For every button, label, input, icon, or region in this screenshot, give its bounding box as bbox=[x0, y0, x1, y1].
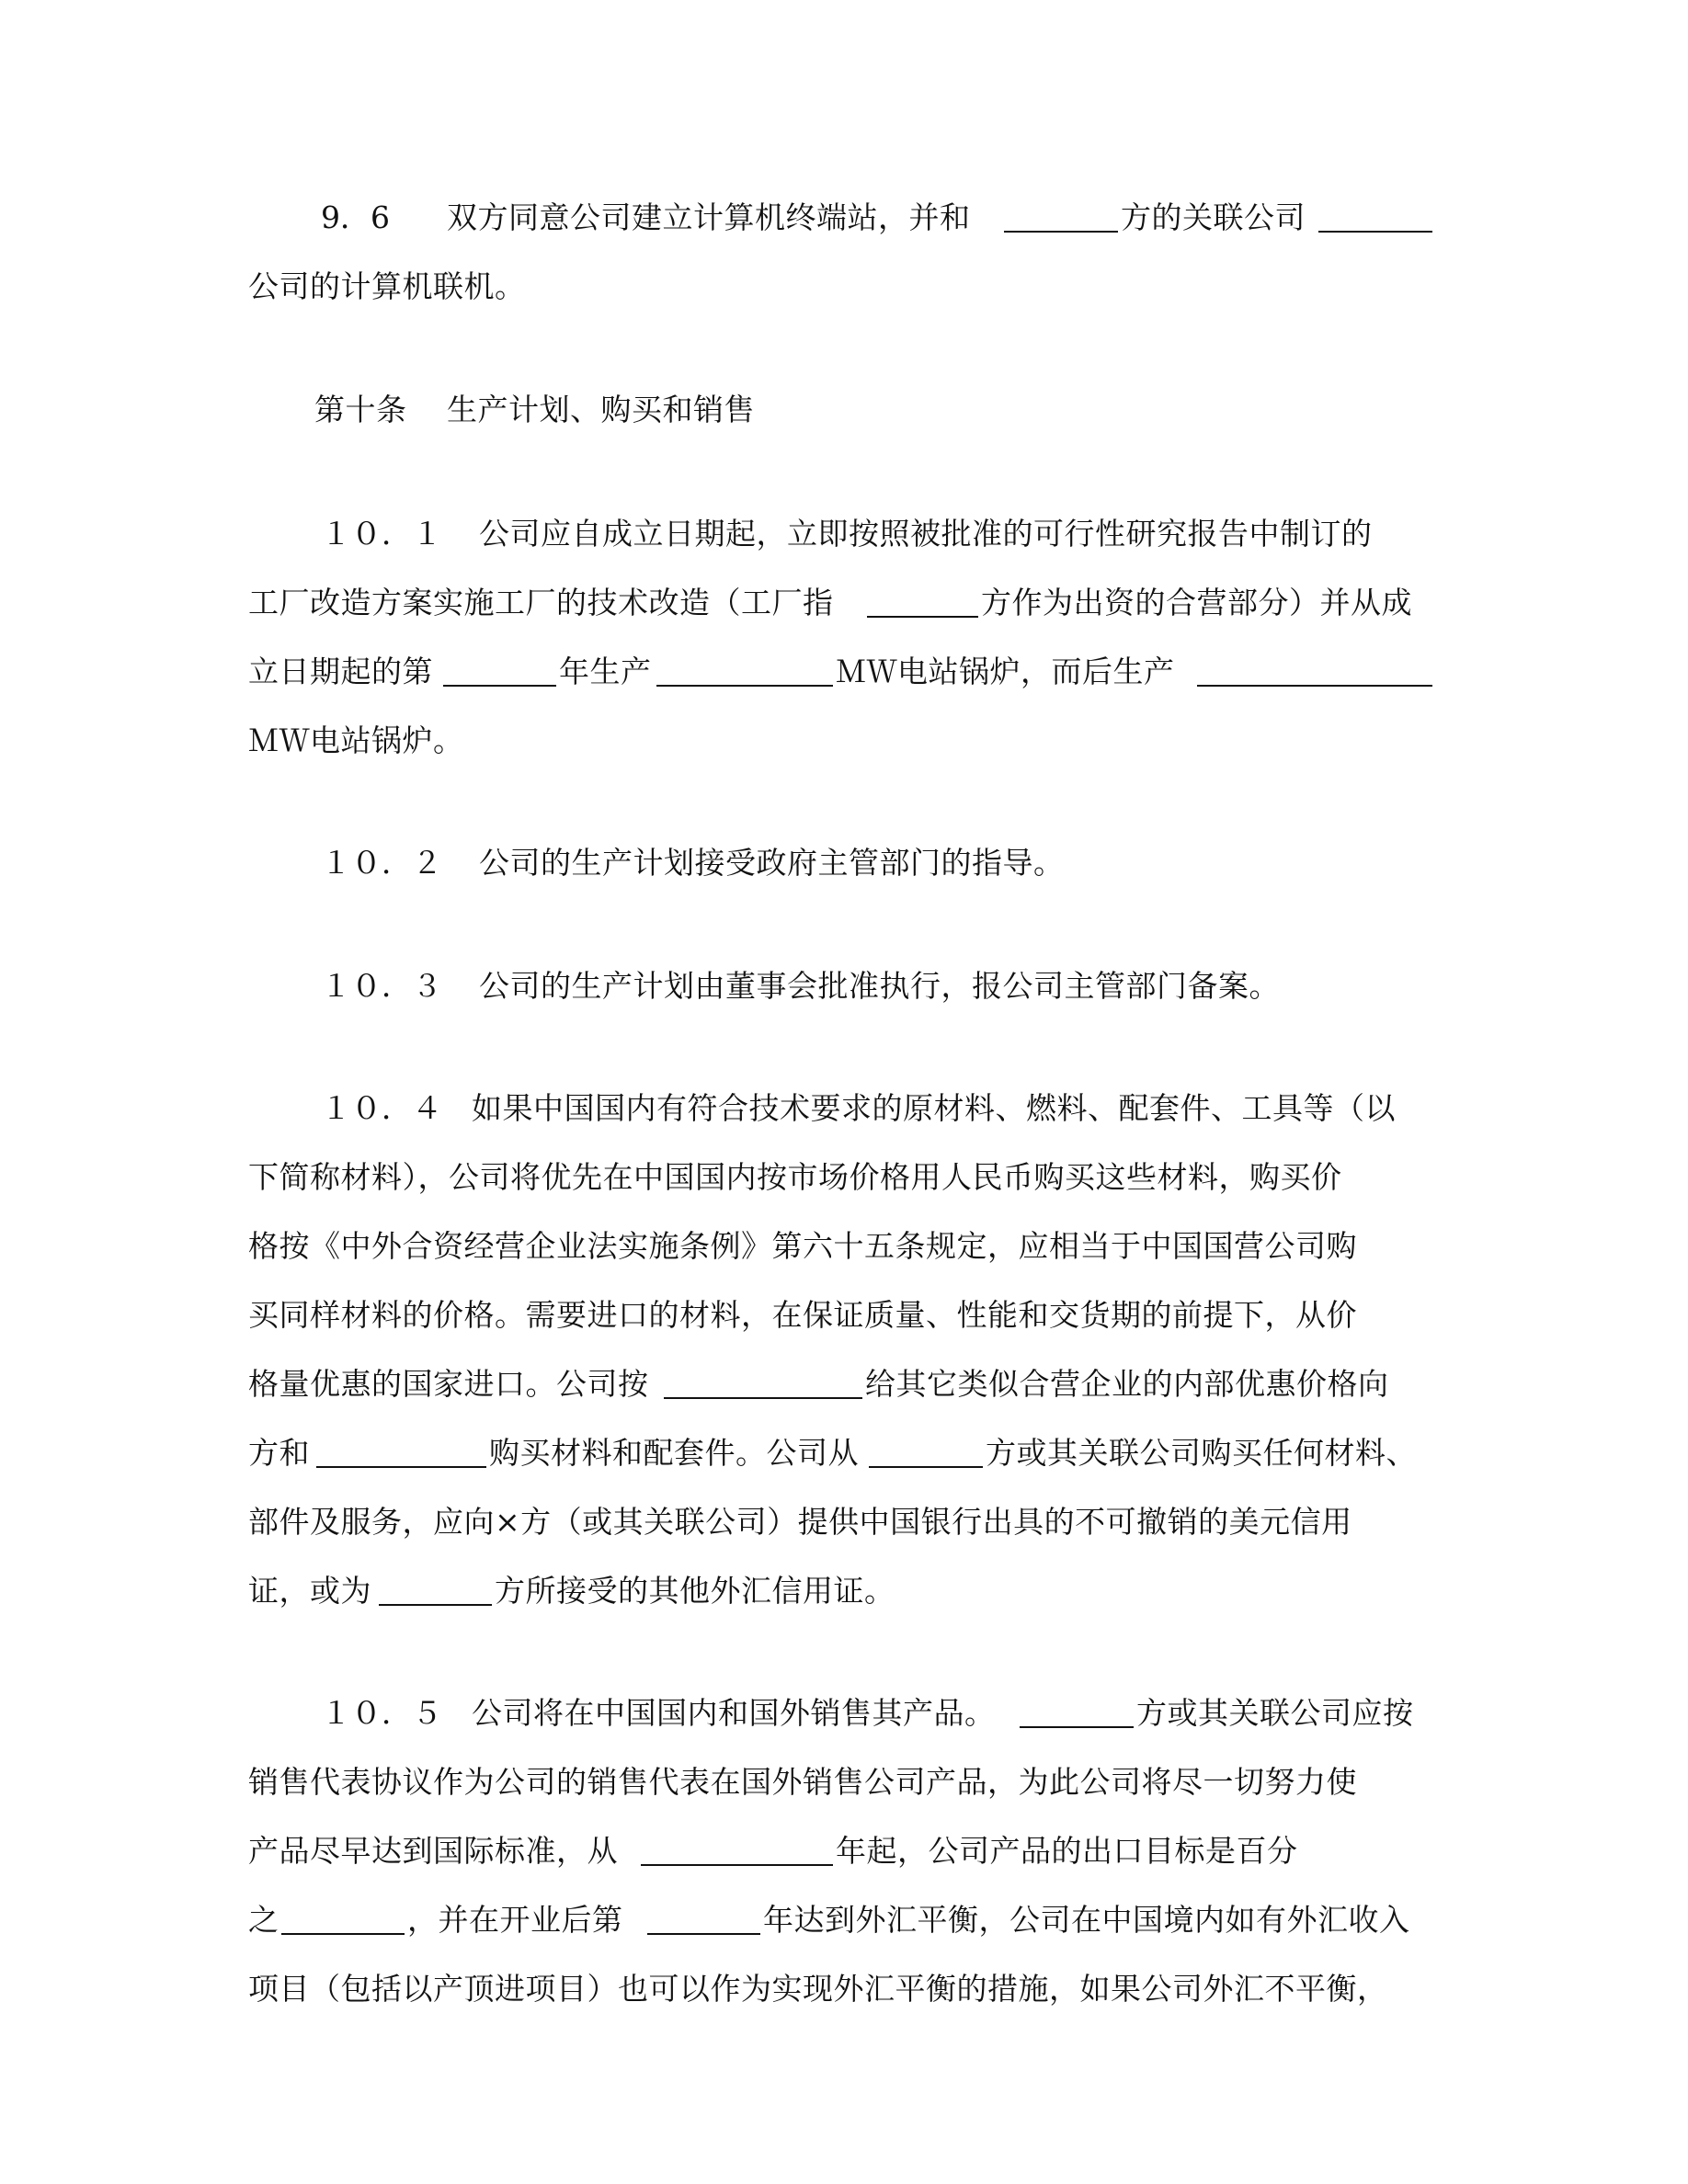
blank-field bbox=[869, 1433, 983, 1468]
para-9-6-text-b: 方的关联公司 bbox=[1121, 199, 1306, 235]
para-9-6-number: 9．6 bbox=[321, 199, 390, 235]
para-10-4-text-6b: 购买材料和配套件。公司从 bbox=[489, 1435, 859, 1471]
para-10-4-text-3: 格按《中外合资经营企业法实施条例》第六十五条规定，应相当于中国国营公司购 bbox=[248, 1228, 1357, 1264]
blank-field bbox=[656, 652, 833, 687]
para-10-4-text-7: 部件及服务，应向×方（或其关联公司）提供中国银行出具的不可撤销的美元信用 bbox=[248, 1504, 1352, 1540]
para-10-1-line-1 bbox=[0, 508, 1688, 560]
para-10-4-text-6a: 方和 bbox=[248, 1435, 310, 1471]
para-10-4-line-3 bbox=[0, 1221, 1688, 1272]
blank-field bbox=[1004, 198, 1118, 233]
para-10-5-text-3b: 年起，公司产品的出口目标是百分 bbox=[836, 1833, 1298, 1869]
para-9-6-line-1 bbox=[0, 192, 1688, 244]
para-10-5-text-4a: 之 bbox=[248, 1902, 279, 1938]
para-10-4-text-2: 下简称材料），公司将优先在中国国内按市场价格用人民币购买这些材料，购买价 bbox=[248, 1159, 1342, 1195]
blank-field bbox=[281, 1900, 405, 1935]
para-10-5-line-4 bbox=[0, 1894, 1688, 1946]
blank-field bbox=[1020, 1693, 1134, 1728]
article-10-heading bbox=[0, 384, 1688, 436]
para-10-1-text-4: ＭＷ电站锅炉。 bbox=[248, 722, 464, 758]
para-10-4-text-6c: 方或其关联公司购买任何材料、 bbox=[986, 1435, 1417, 1471]
para-10-4-line-5 bbox=[0, 1359, 1688, 1410]
para-10-4-line-6 bbox=[0, 1428, 1688, 1479]
para-10-1-text-3c: ＭＷ电站锅炉，而后生产 bbox=[836, 654, 1175, 689]
para-9-6-line-2 bbox=[0, 261, 1688, 313]
para-10-5-text-4c: 年达到外汇平衡，公司在中国境内如有外汇收入 bbox=[763, 1902, 1410, 1938]
blank-field bbox=[647, 1900, 760, 1935]
para-10-1-text-1: 公司应自成立日期起，立即按照被批准的可行性研究报告中制订的 bbox=[479, 516, 1373, 552]
article-10-label: 第十条 bbox=[314, 392, 407, 427]
para-10-5-text-2: 销售代表协议作为公司的销售代表在国外销售公司产品，为此公司将尽一切努力使 bbox=[248, 1764, 1357, 1800]
para-10-1-number: １０．１ bbox=[321, 516, 442, 552]
para-10-2-text: 公司的生产计划接受政府主管部门的指导。 bbox=[479, 845, 1065, 881]
para-10-2-number: １０．２ bbox=[321, 845, 442, 881]
para-9-6-text-a: 双方同意公司建立计算机终端站，并和 bbox=[447, 199, 971, 235]
blank-field bbox=[443, 652, 556, 687]
para-10-5-text-3a: 产品尽早达到国际标准，从 bbox=[248, 1833, 618, 1869]
para-10-5-line-5 bbox=[0, 1963, 1688, 2015]
para-10-4-line-4 bbox=[0, 1290, 1688, 1341]
para-10-4-line-2 bbox=[0, 1152, 1688, 1203]
para-10-1-text-3b: 年生产 bbox=[559, 654, 652, 689]
article-10-title: 生产计划、购买和销售 bbox=[447, 392, 755, 427]
blank-field bbox=[1197, 652, 1432, 687]
para-10-5-line-1 bbox=[0, 1688, 1688, 1739]
para-10-5-text-1b: 方或其关联公司应按 bbox=[1136, 1695, 1414, 1731]
para-10-5-text-5: 项目（包括以产顶进项目）也可以作为实现外汇平衡的措施，如果公司外汇不平衡， bbox=[248, 1971, 1388, 2007]
para-10-5-line-2 bbox=[0, 1757, 1688, 1808]
para-10-5-text-1a: 公司将在中国国内和国外销售其产品。 bbox=[472, 1695, 996, 1731]
para-10-4-text-5a: 格量优惠的国家进口。公司按 bbox=[248, 1366, 649, 1402]
para-10-4-text-4: 买同样材料的价格。需要进口的材料，在保证质量、性能和交货期的前提下，从价 bbox=[248, 1297, 1357, 1333]
para-10-1-text-2a: 工厂改造方案实施工厂的技术改造（工厂指 bbox=[248, 585, 834, 620]
para-10-1-line-3 bbox=[0, 646, 1688, 698]
para-10-5-line-3 bbox=[0, 1826, 1688, 1877]
blank-field bbox=[641, 1831, 833, 1866]
para-10-1-text-3a: 立日期起的第 bbox=[248, 654, 433, 689]
blank-field bbox=[379, 1571, 492, 1606]
para-10-4-text-1: 如果中国国内有符合技术要求的原材料、燃料、配套件、工具等（以 bbox=[472, 1090, 1396, 1126]
para-10-4-text-8a: 证，或为 bbox=[248, 1573, 371, 1609]
para-10-4-line-1 bbox=[0, 1083, 1688, 1134]
para-10-4-number: １０．４ bbox=[321, 1090, 442, 1126]
para-10-2 bbox=[0, 837, 1688, 889]
para-10-1-line-4 bbox=[0, 715, 1688, 767]
para-10-1-text-2b: 方作为出资的合营部分）并从成 bbox=[981, 585, 1412, 620]
para-10-3 bbox=[0, 961, 1688, 1012]
para-10-3-number: １０．３ bbox=[321, 968, 442, 1004]
blank-field bbox=[664, 1364, 862, 1399]
para-10-3-text: 公司的生产计划由董事会批准执行，报公司主管部门备案。 bbox=[479, 968, 1280, 1004]
blank-field bbox=[316, 1433, 486, 1468]
para-10-4-text-8b: 方所接受的其他外汇信用证。 bbox=[495, 1573, 895, 1609]
para-10-4-line-8 bbox=[0, 1565, 1688, 1617]
blank-field bbox=[1318, 198, 1432, 233]
para-10-1-line-2 bbox=[0, 577, 1688, 629]
blank-field bbox=[867, 583, 978, 618]
para-10-5-text-4b: ，并在开业后第 bbox=[407, 1902, 623, 1938]
para-9-6-text-c: 公司的计算机联机。 bbox=[248, 268, 526, 304]
para-10-4-text-5b: 给其它类似合营企业的内部优惠价格向 bbox=[865, 1366, 1389, 1402]
para-10-5-number: １０．５ bbox=[321, 1695, 442, 1731]
para-10-4-line-7 bbox=[0, 1496, 1688, 1548]
